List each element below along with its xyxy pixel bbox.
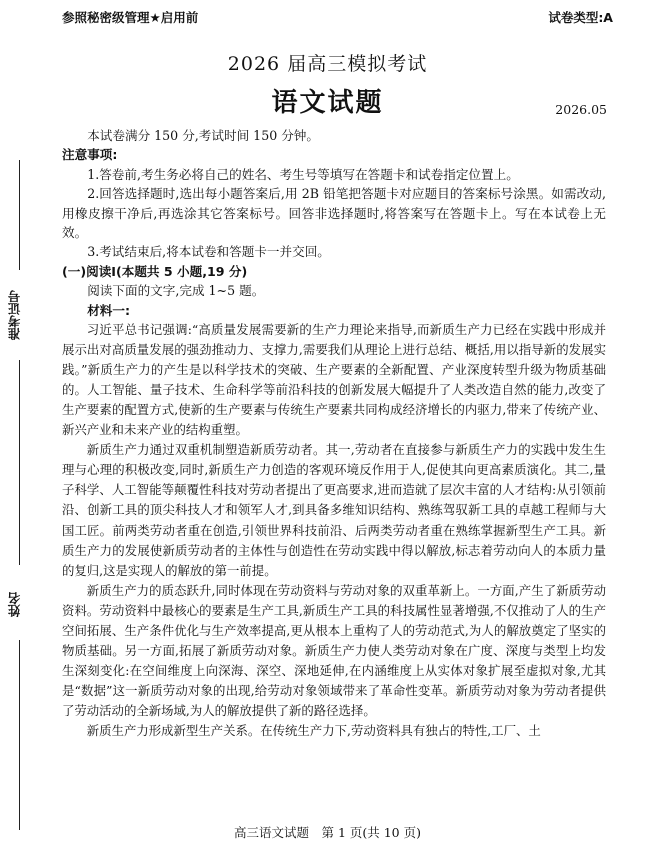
article-paragraph: 新质生产力通过双重机制塑造新质劳动者。其一,劳动者在直接参与新质生产力的实践中发生生理与心理的积极改变,同时,新质生产力创造的客观环境反作用于人,促使其向更高素质演化。其二,量子科学、人工智能等颠覆性科技对劳动者提出了更高要求,进而造就了层次丰富的人才结构:从引领前沿、创新工具的顶尖科技人才和领军人才,到具备多维知识结构、熟练驾驭新工具的卓越工程师与大国工匠。前两类劳动者重在创造,引领世界科技前沿、后两类劳动者重在熟练掌握新型生产工具。新质生产力的发展使新质劳动者的主体性与创造性在劳动实践中得以解放,标志着劳动向人的本质力量的复归,这是实现人的解放的第一前提。 (62, 442, 606, 578)
article-paragraph: 新质生产力的质态跃升,同时体现在劳动资料与劳动对象的双重革新上。一方面,产生了新质劳动资料。劳动资料中最核心的要素是生产工具,新质生产工具的科技属性显著增强,不仅推动了人的生产空间拓展、生产条件优化与生产效率提高,更从根本上重构了人的劳动范式,为人的解放奠定了坚实的物质基础。另一方面,拓展了新质劳动对象。新质生产力使人类劳动对象在广度、深度与类型上均发生深刻变化:在空间维度上向深海、深空、深地延伸,在内涵维度上从实体对象扩展至虚拟对象,尤其是“数据”这一新质劳动对象的出现,给劳动对象领域带来了革命性变革。新质劳动对象为劳动者提供了劳动活动的全新场域,为人的解放提供了新的路径选择。 (62, 582, 606, 718)
section-instruction: 阅读下面的文字,完成 1~5 题。 (87, 283, 265, 299)
exam-date: 2026.05 (555, 102, 607, 117)
article-body (62, 320, 606, 741)
side-line-middle (19, 360, 20, 565)
exam-id-label: 准考证号 (7, 290, 22, 340)
notes-heading: 注意事项: (62, 147, 118, 163)
intro-text: 本试卷满分 150 分,考试时间 150 分钟。 (87, 128, 319, 143)
name-label: 姓名 (7, 592, 22, 618)
material-label: 材料一: (87, 302, 131, 318)
side-line-top (19, 160, 20, 270)
paper-type-label: 试卷类型:A (548, 10, 613, 25)
note-item: 3.考试结束后,将本试卷和答题卡一并交回。 (87, 244, 330, 260)
note-item: 1.答卷前,考生务必将自己的姓名、考生号等填写在答题卡和试卷指定位置上。 (87, 166, 519, 182)
section-heading: (一)阅读Ⅰ(本题共 5 小题,19 分) (62, 263, 248, 279)
article-paragraph: 习近平总书记强调:“高质量发展需要新的生产力理论来指导,而新质生产力已经在实践中形成并展示出对高质量发展的强劲推动力、支撑力,需要我们从理论上进行总结、概括,用以指导新的发展实践。”新质生产力的产生是以科学技术的突破、生产要素的全新配置、产业深度转型升级为物质基础的。人工智能、量子技术、生命科学等前沿科技的创新发展大幅提升了人类改造自然的能力,改变了生产要素的配置方式,使新的生产要素与传统生产要素共同构成经济增长的内驱力,带来了传统产业、新兴产业和未来产业的结构重塑。 (62, 322, 606, 438)
page-content (62, 126, 606, 741)
exam-title: 2026 届高三模拟考试 (227, 53, 428, 75)
note-item: 2.回答选择题时,选出每小题答案后,用 2B 铅笔把答题卡对应题目的答案标号涂黑。如需改动,用橡皮擦干净后,再选涂其它答案标号。回答非选择题时,将答案写在答题卡上。写在本试卷上无效。 (62, 186, 606, 241)
article-paragraph: 新质生产力形成新型生产关系。在传统生产力下,劳动资料具有独占的特性,工厂、土 (86, 723, 541, 738)
side-line-bottom (19, 640, 20, 830)
subject-title: 语文试题 (271, 88, 384, 118)
page-footer: 高三语文试题 第 1 页(共 10 页) (233, 825, 421, 840)
confidentiality-label: 参照秘密级管理★启用前 (62, 10, 199, 25)
